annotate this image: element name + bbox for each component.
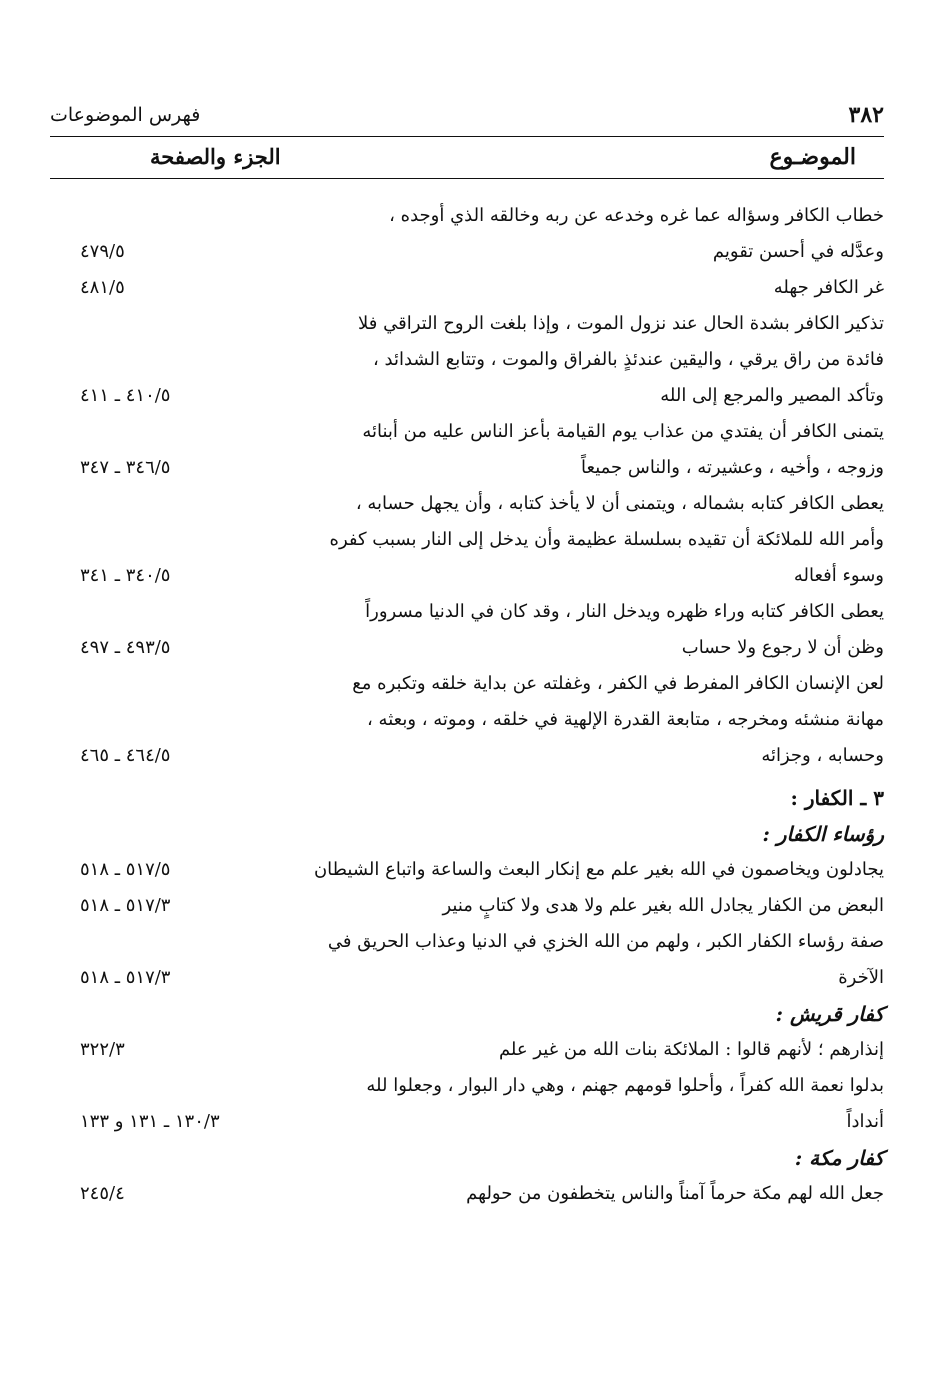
entry-topic-text: بدلوا نعمة الله كفراً ، وأحلوا قومهم جهنم ، وهي دار البوار ، وجعلوا لله bbox=[366, 1075, 884, 1096]
entry-topic-text: رؤساء الكفار : bbox=[762, 822, 884, 846]
index-entry-row bbox=[80, 270, 884, 306]
entry-volume-page-ref: ٤٧٩/٥ bbox=[80, 241, 125, 262]
entry-volume-page-ref: ٣٤٦/٥ ـ ٣٤٧ bbox=[80, 457, 171, 478]
index-entry-row bbox=[80, 666, 884, 702]
topic-column-header: الموضـوع bbox=[769, 144, 856, 170]
header-rule bbox=[50, 136, 884, 137]
entry-topic-text: وسوء أفعاله bbox=[793, 565, 884, 586]
index-entry-row bbox=[80, 558, 884, 594]
entry-volume-page-ref: ٥١٧/٣ ـ ٥١٨ bbox=[80, 967, 171, 988]
entry-volume-page-ref: ٤٩٣/٥ ـ ٤٩٧ bbox=[80, 637, 171, 658]
entry-topic-text: كفار قريش : bbox=[775, 1002, 884, 1026]
entry-volume-page-ref: ٤١٠/٥ ـ ٤١١ bbox=[80, 385, 171, 406]
entry-topic-text: غر الكافر جهله bbox=[773, 277, 884, 298]
entry-topic-text: وتأكد المصير والمرجع إلى الله bbox=[660, 385, 884, 406]
index-entry-row bbox=[80, 1104, 884, 1140]
index-entry-row bbox=[80, 702, 884, 738]
entry-topic-text: أنداداً bbox=[846, 1111, 884, 1132]
entry-topic-text: وزوجه ، وأخيه ، وعشيرته ، والناس جميعاً bbox=[581, 457, 884, 478]
entry-topic-text: خطاب الكافر وسؤاله عما غره وخدعه عن ربه وخالقه الذي أوجده ، bbox=[389, 205, 884, 226]
index-entry-row bbox=[80, 738, 884, 774]
index-entries bbox=[80, 198, 884, 1212]
entry-volume-page-ref: ٤٨١/٥ bbox=[80, 277, 125, 298]
entry-topic-text: لعن الإنسان الكافر المفرط في الكفر ، وغفلته عن بداية خلقه وتكبره مع bbox=[352, 673, 884, 694]
entry-volume-page-ref: ٤٦٤/٥ ـ ٤٦٥ bbox=[80, 745, 171, 766]
running-head bbox=[50, 100, 884, 140]
index-entry-row bbox=[80, 450, 884, 486]
index-section-heading bbox=[80, 996, 884, 1032]
index-entry-row bbox=[80, 1032, 884, 1068]
index-section-heading bbox=[80, 780, 884, 816]
entry-volume-page-ref: ٢٤٥/٤ bbox=[80, 1183, 125, 1204]
entry-topic-text: فائدة من راق يرقي ، واليقين عندئذٍ بالفراق والموت ، وتتابع الشدائد ، bbox=[372, 349, 884, 370]
page-number: ٣٨٢ bbox=[848, 102, 884, 128]
index-section-heading bbox=[80, 1140, 884, 1176]
entry-volume-page-ref: ٣٤٠/٥ ـ ٣٤١ bbox=[80, 565, 171, 586]
index-section-heading bbox=[80, 816, 884, 852]
entry-topic-text: إنذارهم ؛ لأنهم قالوا : الملائكة بنات الله من غير علم bbox=[498, 1039, 884, 1060]
entry-volume-page-ref: ١٣٠/٣ ـ ١٣١ و ١٣٣ bbox=[80, 1111, 220, 1132]
index-entry-row bbox=[80, 234, 884, 270]
index-entry-row bbox=[80, 1068, 884, 1104]
entry-topic-text: البعض من الكفار يجادل الله بغير علم ولا هدى ولا كتابٍ منير bbox=[442, 895, 884, 916]
entry-topic-text: الآخرة bbox=[838, 967, 884, 988]
entry-topic-text: يعطى الكافر كتابه وراء ظهره ويدخل النار ، وقد كان في الدنيا مسروراً bbox=[365, 601, 884, 622]
entry-volume-page-ref: ٥١٧/٥ ـ ٥١٨ bbox=[80, 859, 171, 880]
index-entry-row bbox=[80, 852, 884, 888]
index-entry-row bbox=[80, 924, 884, 960]
index-entry-row bbox=[80, 1176, 884, 1212]
entry-topic-text: وحسابه ، وجزائه bbox=[761, 745, 884, 766]
entry-topic-text: جعل الله لهم مكة حرماً آمناً والناس يتخطفون من حولهم bbox=[466, 1183, 884, 1204]
index-entry-row bbox=[80, 960, 884, 996]
section-title: فهرس الموضوعات bbox=[50, 104, 201, 126]
index-entry-row bbox=[80, 198, 884, 234]
index-entry-row bbox=[80, 378, 884, 414]
index-entry-row bbox=[80, 594, 884, 630]
index-entry-row bbox=[80, 342, 884, 378]
index-entry-row bbox=[80, 414, 884, 450]
entry-topic-text: يتمنى الكافر أن يفتدي من عذاب يوم القيامة بأعز الناس عليه من أبنائه bbox=[362, 421, 884, 442]
entry-topic-text: ٣ ـ الكفار : bbox=[790, 786, 884, 810]
entry-topic-text: وأمر الله للملائكة أن تقيده بسلسلة عظيمة وأن يدخل إلى النار بسبب كفره bbox=[329, 529, 884, 550]
entry-topic-text: مهانة منشئه ومخرجه ، متابعة القدرة الإلهية في خلقه ، وموته ، وبعثه ، bbox=[367, 709, 884, 730]
index-entry-row bbox=[80, 630, 884, 666]
entry-topic-text: يعطى الكافر كتابه بشماله ، ويتمنى أن لا يأخذ كتابه ، وأن يجهل حسابه ، bbox=[355, 493, 884, 514]
entry-topic-text: وعدَّله في أحسن تقويم bbox=[712, 241, 884, 262]
index-entry-row bbox=[80, 522, 884, 558]
index-entry-row bbox=[80, 486, 884, 522]
column-headers bbox=[50, 144, 884, 180]
entry-topic-text: صفة رؤساء الكفار الكبر ، ولهم من الله الخزي في الدنيا وعذاب الحريق في bbox=[327, 931, 884, 952]
entry-topic-text: وظن أن لا رجوع ولا حساب bbox=[681, 637, 884, 658]
entry-volume-page-ref: ٣٢٢/٣ bbox=[80, 1039, 125, 1060]
reference-column-header: الجزء والصفحة bbox=[150, 144, 281, 169]
index-entry-row bbox=[80, 888, 884, 924]
entry-volume-page-ref: ٥١٧/٣ ـ ٥١٨ bbox=[80, 895, 171, 916]
entry-topic-text: يجادلون ويخاصمون في الله بغير علم مع إنكار البعث والساعة واتباع الشيطان bbox=[313, 859, 884, 880]
entry-topic-text: كفار مكة : bbox=[794, 1146, 884, 1170]
entry-topic-text: تذكير الكافر بشدة الحال عند نزول الموت ، وإذا بلغت الروح التراقي فلا bbox=[358, 313, 884, 334]
column-header-rule bbox=[50, 178, 884, 179]
index-entry-row bbox=[80, 306, 884, 342]
